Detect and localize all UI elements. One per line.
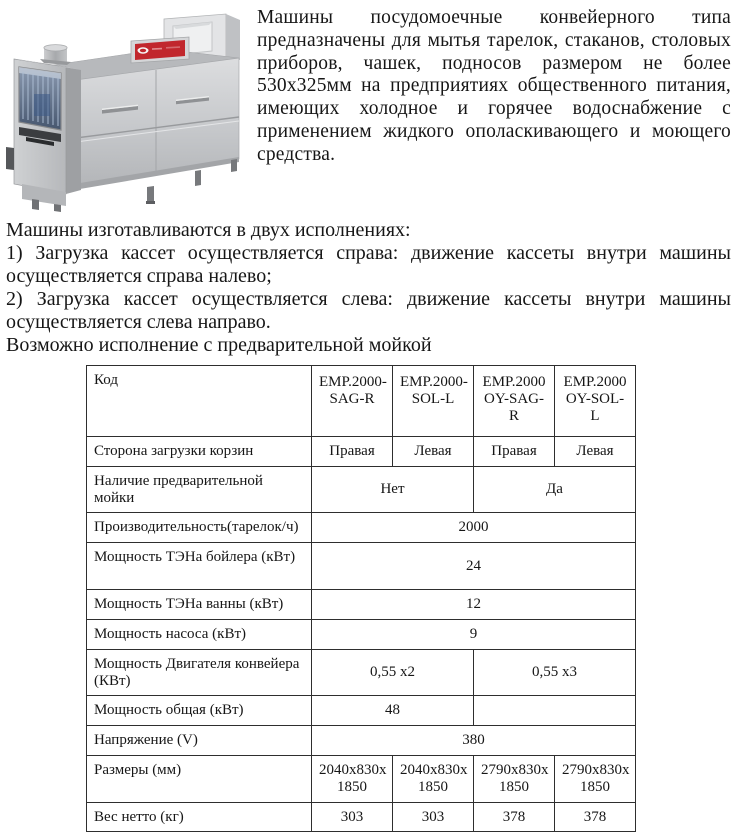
spec-label-cell: Сторона загрузки корзин [87,437,312,467]
spec-label-cell: Мощность общая (кВт) [87,696,312,726]
table-row [87,802,636,832]
spec-value-cell: 378 [555,802,636,832]
table-row [87,513,636,543]
loading-hood [6,59,81,212]
table-row [87,590,636,620]
table-row [87,466,636,513]
spec-label-cell: Код [87,366,312,437]
vent-stack [40,45,71,65]
spec-label-cell: Мощность Двигателя конвейера (КВт) [87,649,312,696]
intro-paragraph: Машины посудомоечные конвейерного типа предназначены для мытья тарелок, стаканов, столовых приборов, чашек, подносов размером не более 530x325мм на предприятиях общественного питания, имеющих холодное и горячее водоснабжение с применением жидкого ополаскивающего и моющего средства. [257,7,731,165]
spec-value-cell: Да [474,466,636,513]
spec-value-cell: 0,55 x3 [474,649,636,696]
table-row [87,726,636,756]
spec-value-cell: EMP.2000-SAG-R [312,366,393,437]
spec-label-cell: Мощность ТЭНа ванны (кВт) [87,590,312,620]
specs-table-body [87,366,636,832]
spec-value-cell: Правая [312,437,393,467]
spec-value-cell: 2040x830x 1850 [312,755,393,802]
table-row [87,437,636,467]
spec-value-cell: Нет [312,466,474,513]
spec-value-cell: EMP.2000 OY-SOL-L [555,366,636,437]
spec-value-cell: 0,55 x2 [312,649,474,696]
spec-value-cell: 24 [312,543,636,590]
table-row [87,755,636,802]
spec-label-cell: Наличие предварительной мойки [87,466,312,513]
spec-value-cell: 303 [312,802,393,832]
top-section [6,6,731,213]
table-row [87,696,636,726]
spec-value-cell: EMP.2000 OY-SAG-R [474,366,555,437]
spec-value-cell: 380 [312,726,636,756]
spec-value-cell: Левая [393,437,474,467]
spec-value-cell: Правая [474,437,555,467]
spec-value-cell: 2000 [312,513,636,543]
variants-note: Возможно исполнение с предварительной мойкой [6,334,432,356]
spec-value-cell: 303 [393,802,474,832]
spec-value-cell: Левая [555,437,636,467]
spec-value-cell: 12 [312,590,636,620]
spec-value-cell: 2790x830x 1850 [474,755,555,802]
spec-label-cell: Мощность насоса (кВт) [87,619,312,649]
variant-2-text: 2) Загрузка кассет осуществляется слева: движение кассеты внутри машины осуществляется слева направо. [6,288,731,333]
spec-label-cell: Производительность(тарелок/ч) [87,513,312,543]
brand-logo-badge [131,37,189,63]
table-row [87,366,636,437]
spec-label-cell: Вес нетто (кг) [87,802,312,832]
spec-label-cell: Размеры (мм) [87,755,312,802]
table-row [87,649,636,696]
table-row [87,543,636,590]
variants-section [6,219,731,357]
spec-label-cell: Мощность ТЭНа бойлера (кВт) [87,543,312,590]
variants-heading: Машины изготавливаются в двух исполнениях: [6,219,411,241]
spec-value-cell [474,696,636,726]
spec-value-cell: 9 [312,619,636,649]
machine-photo [6,6,249,213]
spec-value-cell: 378 [474,802,555,832]
variant-1-text: 1) Загрузка кассет осуществляется справа: движение кассеты внутри машины осуществляется справа налево; [6,242,731,287]
table-row [87,619,636,649]
spec-value-cell: 2790x830x 1850 [555,755,636,802]
spec-value-cell: 48 [312,696,474,726]
specs-table [86,365,636,832]
conveyor-dishwasher-illustration [6,6,249,213]
spec-value-cell: 2040x830x 1850 [393,755,474,802]
spec-label-cell: Напряжение (V) [87,726,312,756]
spec-value-cell: EMP.2000-SOL-L [393,366,474,437]
